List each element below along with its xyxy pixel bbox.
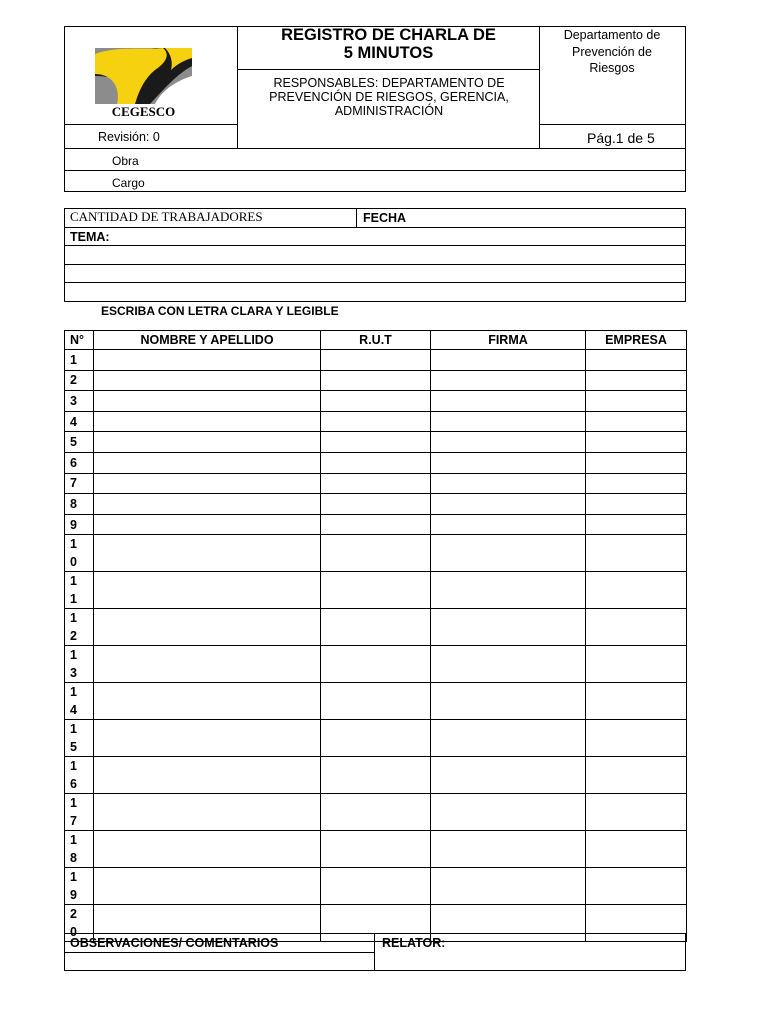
- row-number: 8: [65, 494, 94, 515]
- signature-cell[interactable]: [431, 494, 586, 515]
- row-number: 2 0: [65, 905, 94, 942]
- table-row: [65, 757, 687, 794]
- rut-cell[interactable]: [321, 473, 431, 494]
- company-cell[interactable]: [586, 494, 687, 515]
- company-cell[interactable]: [586, 452, 687, 473]
- rut-cell[interactable]: [321, 572, 431, 609]
- name-cell[interactable]: [94, 831, 321, 868]
- company-cell[interactable]: [586, 831, 687, 868]
- row-number: 1 2: [65, 609, 94, 646]
- document-title-line2: 5 MINUTOS: [343, 44, 434, 62]
- name-cell[interactable]: [94, 473, 321, 494]
- company-cell[interactable]: [586, 370, 687, 391]
- signature-cell[interactable]: [431, 720, 586, 757]
- document-title-line1: REGISTRO DE CHARLA DE: [281, 26, 496, 44]
- company-cell[interactable]: [586, 350, 687, 371]
- name-cell[interactable]: [94, 868, 321, 905]
- rut-cell[interactable]: [321, 646, 431, 683]
- table-row: [65, 646, 687, 683]
- signature-cell[interactable]: [431, 432, 586, 453]
- instruction-text: ESCRIBA CON LETRA CLARA Y LEGIBLE: [101, 304, 339, 318]
- row-number: 3: [65, 391, 94, 412]
- signature-cell[interactable]: [431, 370, 586, 391]
- row-number: 2: [65, 370, 94, 391]
- signature-cell[interactable]: [431, 535, 586, 572]
- table-header-row: [65, 331, 687, 350]
- row-number: 1 5: [65, 720, 94, 757]
- rut-cell[interactable]: [321, 535, 431, 572]
- table-row: [65, 720, 687, 757]
- table-row: [65, 473, 687, 494]
- tema-label: TEMA:: [70, 230, 110, 244]
- cantidad-trabajadores-label: CANTIDAD DE TRABAJADORES: [70, 209, 263, 224]
- name-cell[interactable]: [94, 609, 321, 646]
- table-row: [65, 535, 687, 572]
- name-cell[interactable]: [94, 452, 321, 473]
- header-divider: [539, 124, 686, 125]
- header-divider: [64, 170, 686, 171]
- name-cell[interactable]: [94, 514, 321, 535]
- column-header-number: N°: [65, 331, 94, 350]
- rut-cell[interactable]: [321, 514, 431, 535]
- info-divider: [64, 245, 686, 246]
- revision-label: Revisión: 0: [98, 130, 160, 144]
- rut-cell[interactable]: [321, 350, 431, 371]
- table-row: [65, 609, 687, 646]
- name-cell[interactable]: [94, 535, 321, 572]
- page-number: Pág.1 de 5: [587, 130, 655, 146]
- table-row: [65, 411, 687, 432]
- signature-cell[interactable]: [431, 411, 586, 432]
- fecha-label: FECHA: [363, 211, 407, 225]
- column-header-signature: FIRMA: [431, 331, 586, 350]
- department-name: Departamento de Prevención de Riesgos: [563, 28, 661, 75]
- rut-cell[interactable]: [321, 432, 431, 453]
- column-header-name: NOMBRE Y APELLIDO: [94, 331, 321, 350]
- row-number: 1 3: [65, 646, 94, 683]
- info-divider: [356, 208, 357, 227]
- header-divider: [64, 124, 238, 125]
- logo-graphic: [95, 40, 192, 104]
- company-logo: [95, 40, 192, 104]
- company-cell[interactable]: [586, 411, 687, 432]
- company-cell[interactable]: [586, 473, 687, 494]
- table-row: [65, 432, 687, 453]
- name-cell[interactable]: [94, 391, 321, 412]
- table-row: [65, 831, 687, 868]
- relator-label: RELATOR:: [382, 936, 446, 950]
- row-number: 1 8: [65, 831, 94, 868]
- responsables-text: RESPONSABLES: DEPARTAMENTO DE PREVENCIÓN DE RIESGOS, GERENCIA, ADMINISTRACIÓN: [269, 76, 509, 118]
- company-cell[interactable]: [586, 868, 687, 905]
- info-divider: [64, 264, 686, 265]
- info-divider: [64, 282, 686, 283]
- rut-cell[interactable]: [321, 391, 431, 412]
- table-row: [65, 494, 687, 515]
- table-row: [65, 514, 687, 535]
- header-divider: [64, 148, 686, 149]
- table-row: [65, 452, 687, 473]
- signature-cell[interactable]: [431, 831, 586, 868]
- header-divider: [539, 26, 540, 148]
- rut-cell[interactable]: [321, 831, 431, 868]
- column-header-rut: R.U.T: [321, 331, 431, 350]
- table-row: [65, 572, 687, 609]
- company-cell[interactable]: [586, 514, 687, 535]
- company-cell[interactable]: [586, 683, 687, 720]
- signature-cell[interactable]: [431, 609, 586, 646]
- row-number: 1 6: [65, 757, 94, 794]
- signature-cell[interactable]: [431, 572, 586, 609]
- signature-cell[interactable]: [431, 350, 586, 371]
- name-cell[interactable]: [94, 350, 321, 371]
- company-cell[interactable]: [586, 535, 687, 572]
- name-cell[interactable]: [94, 683, 321, 720]
- name-cell[interactable]: [94, 720, 321, 757]
- signature-cell[interactable]: [431, 514, 586, 535]
- row-number: 4: [65, 411, 94, 432]
- signature-cell[interactable]: [431, 757, 586, 794]
- name-cell[interactable]: [94, 370, 321, 391]
- attendance-table: [64, 330, 687, 942]
- row-number: 1 7: [65, 794, 94, 831]
- company-cell[interactable]: [586, 609, 687, 646]
- company-cell[interactable]: [586, 646, 687, 683]
- row-number: 1: [65, 350, 94, 371]
- table-row: [65, 683, 687, 720]
- company-cell[interactable]: [586, 720, 687, 757]
- footer-divider: [64, 952, 375, 953]
- signature-cell[interactable]: [431, 794, 586, 831]
- rut-cell[interactable]: [321, 494, 431, 515]
- obra-label: Obra: [112, 154, 139, 168]
- column-header-company: EMPRESA: [586, 331, 687, 350]
- name-cell[interactable]: [94, 494, 321, 515]
- row-number: 7: [65, 473, 94, 494]
- table-row: [65, 350, 687, 371]
- rut-cell[interactable]: [321, 868, 431, 905]
- table-row: [65, 794, 687, 831]
- company-cell[interactable]: [586, 794, 687, 831]
- info-divider: [64, 227, 686, 228]
- rut-cell[interactable]: [321, 757, 431, 794]
- name-cell[interactable]: [94, 411, 321, 432]
- name-cell[interactable]: [94, 572, 321, 609]
- rut-cell[interactable]: [321, 452, 431, 473]
- table-row: [65, 868, 687, 905]
- row-number: 1 4: [65, 683, 94, 720]
- name-cell[interactable]: [94, 757, 321, 794]
- rut-cell[interactable]: [321, 683, 431, 720]
- table-row: [65, 391, 687, 412]
- row-number: 6: [65, 452, 94, 473]
- logo-text: CEGESCO: [111, 104, 176, 119]
- signature-cell[interactable]: [431, 452, 586, 473]
- rut-cell[interactable]: [321, 794, 431, 831]
- row-number: 1 1: [65, 572, 94, 609]
- rut-cell[interactable]: [321, 720, 431, 757]
- company-cell[interactable]: [586, 572, 687, 609]
- rut-cell[interactable]: [321, 609, 431, 646]
- signature-cell[interactable]: [431, 868, 586, 905]
- signature-cell[interactable]: [431, 646, 586, 683]
- row-number: 5: [65, 432, 94, 453]
- name-cell[interactable]: [94, 646, 321, 683]
- header-divider: [237, 69, 539, 70]
- signature-cell[interactable]: [431, 683, 586, 720]
- signature-cell[interactable]: [431, 473, 586, 494]
- row-number: 1 9: [65, 868, 94, 905]
- company-cell[interactable]: [586, 391, 687, 412]
- row-number: 9: [65, 514, 94, 535]
- company-cell[interactable]: [586, 432, 687, 453]
- cargo-label: Cargo: [112, 176, 145, 190]
- signature-cell[interactable]: [431, 391, 586, 412]
- observaciones-label: OBSERVACIONES/ COMENTARIOS: [70, 936, 279, 950]
- name-cell[interactable]: [94, 432, 321, 453]
- table-row: [65, 370, 687, 391]
- rut-cell[interactable]: [321, 370, 431, 391]
- name-cell[interactable]: [94, 794, 321, 831]
- row-number: 1 0: [65, 535, 94, 572]
- company-cell[interactable]: [586, 757, 687, 794]
- rut-cell[interactable]: [321, 411, 431, 432]
